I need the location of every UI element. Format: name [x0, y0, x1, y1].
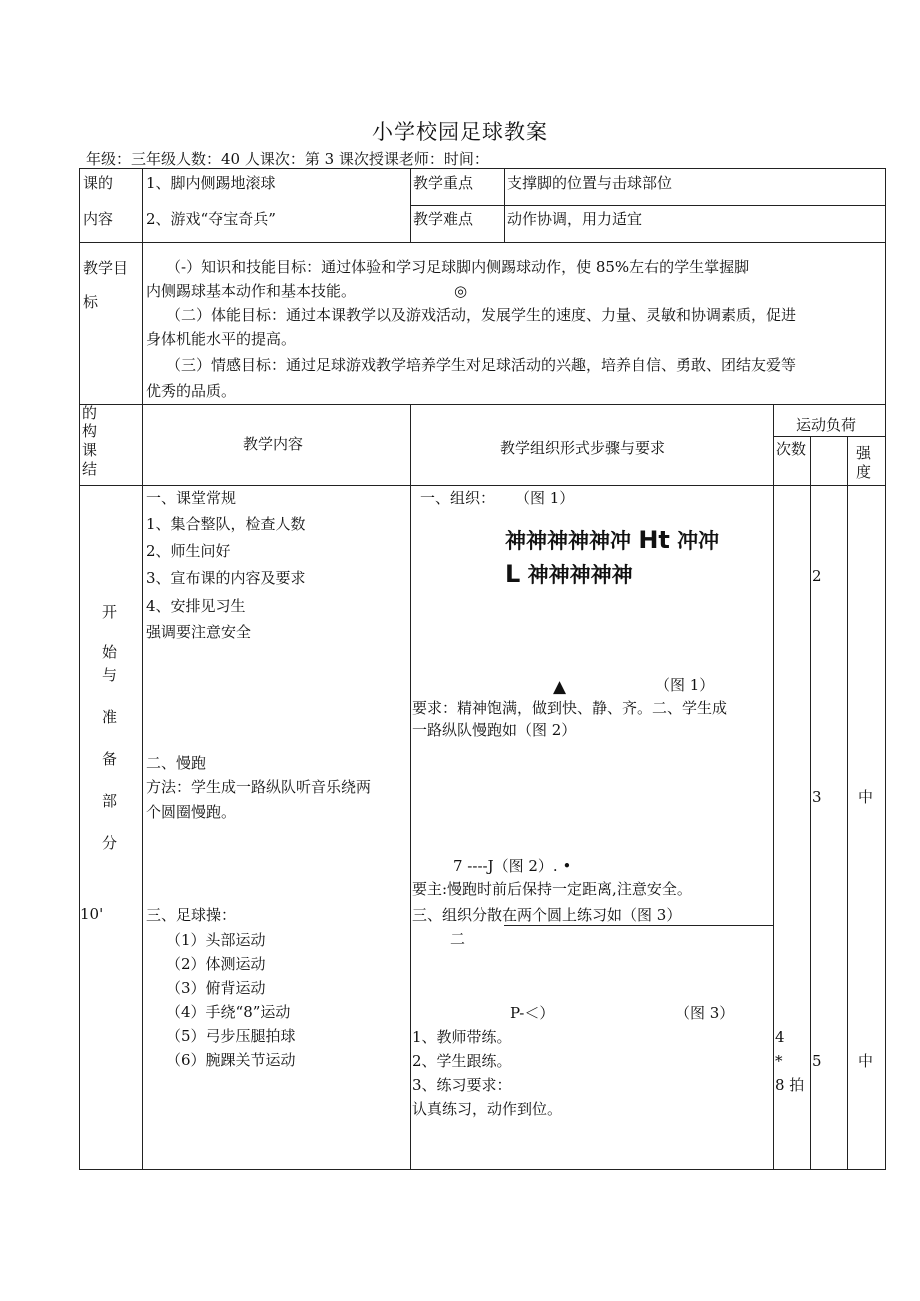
exercise-item: （4）手绕“8”运动: [166, 1003, 291, 1021]
times-column-header: 次数: [776, 440, 807, 458]
reps-value-1: 4: [775, 1028, 785, 1046]
exercise-heading: 三、足球操：: [146, 906, 237, 924]
goal-2-line-1: （二）体能目标：通过本课教学以及游戏活动，发展学生的速度、力量、灵敏和协调素质，促进: [166, 306, 797, 324]
load-column-header: 运动负荷: [796, 416, 857, 434]
section-char-5: 备: [102, 750, 118, 768]
routine-item: 3、宣布课的内容及要求: [146, 569, 306, 587]
content-item-2: 2、游戏“夺宝奇兵”: [146, 210, 276, 228]
section-char-7: 分: [102, 834, 118, 852]
routine-item: 2、师生问好: [146, 542, 231, 560]
section-char-3: 与: [102, 666, 118, 684]
key-point-label: 教学重点: [413, 174, 474, 192]
content-column-header: 教学内容: [243, 435, 304, 453]
formation-row-2: L 神神神神神: [505, 560, 633, 588]
steps-note: 认真练习，动作到位。: [412, 1100, 563, 1118]
exercise-diagram-mark: 二: [450, 930, 466, 948]
jog-heading: 二、慢跑: [146, 754, 207, 772]
step-item: 2、学生跟练。: [412, 1052, 512, 1070]
exercise-organization-heading: 三、组织分散在两个圆上练习如（图 3）: [412, 906, 682, 924]
section-char-1: 开: [102, 603, 118, 621]
org-requirement-line-2: 一路纵队慢跑如（图 2）: [412, 721, 577, 739]
organization-column-header: 教学组织形式步骤与要求: [500, 439, 666, 457]
structure-label-4: 结: [82, 460, 98, 478]
section-char-2: 始: [102, 643, 118, 661]
goal-1-mark: ◎: [454, 282, 468, 300]
intensity-header-1: 强: [856, 444, 872, 462]
key-point-value: 支撑脚的位置与击球部位: [507, 174, 673, 192]
difficulty-label: 教学难点: [413, 210, 474, 228]
routine-item: 1、集合整队，检查人数: [146, 515, 306, 533]
goal-2-line-2: 身体机能水平的提高。: [146, 330, 297, 348]
exercise-item: （1）头部运动: [166, 931, 266, 949]
figure-3-caption: （图 3）: [675, 1004, 735, 1022]
figure-3-mark: P-＜）: [510, 1004, 555, 1022]
difficulty-value: 动作协调，用力适宜: [507, 210, 643, 228]
figure-2-caption: 7 ----J（图 2）. •: [453, 857, 572, 875]
section-minutes: 10': [80, 905, 104, 923]
structure-label-1: 的: [82, 404, 98, 422]
content-label-1: 课的: [83, 174, 114, 192]
times-value: 2: [812, 567, 822, 585]
step-item: 1、教师带练。: [412, 1028, 512, 1046]
step-item: 3、练习要求：: [412, 1076, 512, 1094]
org-heading: 一、组织：: [420, 489, 496, 507]
content-label-2: 内容: [83, 210, 114, 228]
goal-1-line-2: 内侧踢球基本动作和基本技能。: [146, 282, 357, 300]
jog-method-line-2: 个圆圈慢跑。: [146, 803, 237, 821]
content-item-1: 1、脚内侧踢地滚球: [146, 174, 276, 192]
jog-requirement: 要主:慢跑时前后保持一定距离,注意安全。: [412, 880, 692, 898]
structure-label-3: 课: [82, 441, 98, 459]
section-char-4: 准: [102, 708, 118, 726]
intensity-value: 中: [858, 1052, 874, 1070]
goals-label-2: 标: [83, 293, 99, 311]
intensity-value: 中: [858, 788, 874, 806]
document-title: 小学校园足球教案: [372, 120, 548, 144]
jog-method-line-1: 方法：学生成一路纵队听音乐绕两: [146, 778, 372, 796]
org-requirement-line-1: 要求：精神饱满，做到快、静、齐。二、学生成: [412, 699, 728, 717]
formation-row-1: 神神神神神冲 Ht 冲冲: [505, 526, 720, 554]
section-char-6: 部: [102, 792, 118, 810]
exercise-item: （2）体测运动: [166, 955, 266, 973]
intensity-header-2: 度: [856, 463, 872, 481]
goal-3-line-2: 优秀的品质。: [146, 382, 237, 400]
reps-value-2: *: [775, 1052, 783, 1070]
teacher-triangle-icon: ▲: [553, 677, 567, 697]
figure-1-caption: （图 1）: [655, 676, 715, 694]
structure-label-2: 构: [82, 422, 98, 440]
figure-1-reference: （图 1）: [515, 489, 575, 507]
routine-item: 4、安排见习生: [146, 597, 246, 615]
routine-heading: 一、课堂常规: [146, 489, 237, 507]
exercise-item: （3）俯背运动: [166, 979, 266, 997]
class-info-line: 年级：三年级人数：40 人课次：第 3 课次授课老师：时间：: [86, 150, 489, 168]
times-value: 3: [812, 788, 822, 806]
exercise-item: （5）弓步压腿拍球: [166, 1027, 296, 1045]
goals-label-1: 教学目: [83, 259, 129, 277]
goal-3-line-1: （三）情感目标：通过足球游戏教学培养学生对足球活动的兴趣，培养自信、勇敢、团结友爱等: [166, 356, 797, 374]
routine-item: 强调要注意安全: [146, 623, 252, 641]
reps-value-3: 8 拍: [775, 1076, 805, 1094]
times-value: 5: [812, 1052, 822, 1070]
goal-1-line-1: （-）知识和技能目标：通过体验和学习足球脚内侧踢球动作，使 85%左右的学生掌握脚: [166, 258, 750, 276]
exercise-item: （6）腕踝关节运动: [166, 1051, 296, 1069]
